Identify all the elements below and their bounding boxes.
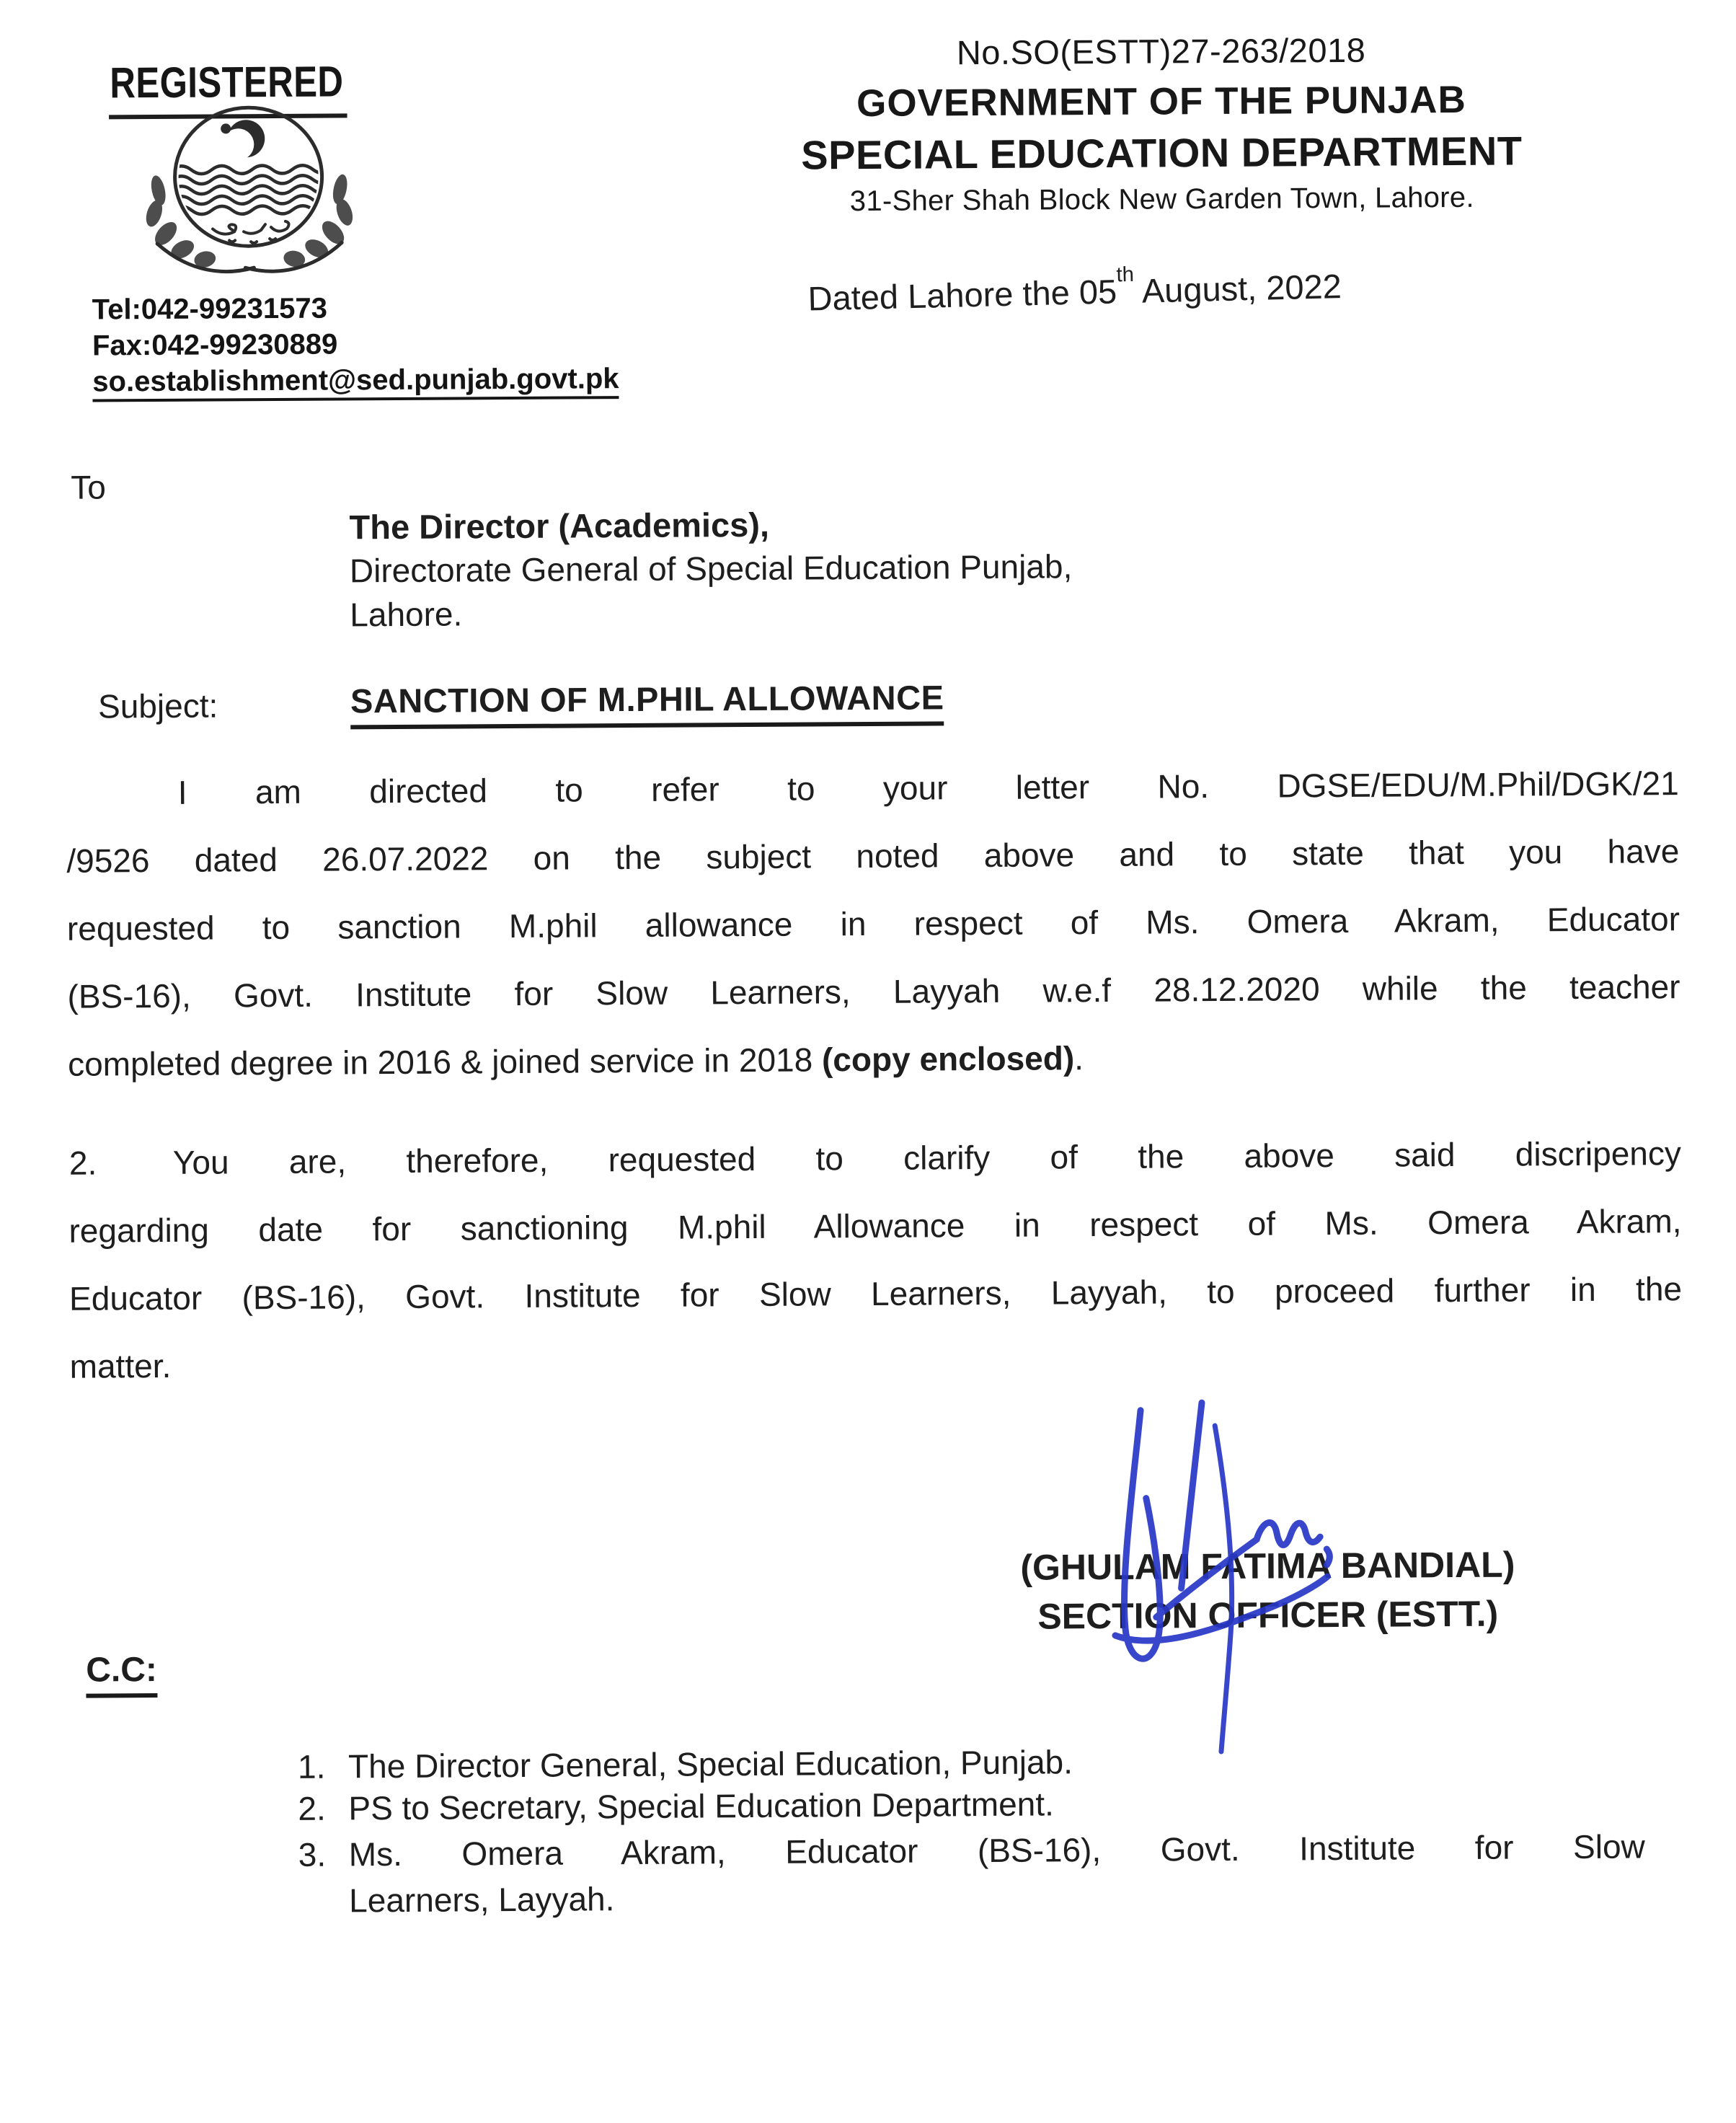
- para1-line3: requested to sanction M.phil allowance in respect of Ms. Omera Akram, Educator: [66, 900, 1680, 948]
- addressee-block: [349, 500, 1072, 637]
- cc-item2-text: PS to Secretary, Special Education Department.: [348, 1785, 1054, 1827]
- subject-title: SANCTION OF M.PHIL ALLOWANCE: [350, 677, 944, 729]
- date-ordinal-superscript: th: [1116, 263, 1135, 287]
- cc-item3-number: 3.: [298, 1835, 327, 1873]
- cc-item2-number: 2.: [298, 1789, 326, 1827]
- subject-label: Subject:: [97, 687, 218, 725]
- signatory-name: (GHULAM FATIMA BANDIAL): [1020, 1544, 1515, 1588]
- office-address: 31-Sher Shah Block New Garden Town, Lahore.: [849, 181, 1474, 218]
- copy-enclosed-bold: (copy enclosed): [821, 1039, 1075, 1079]
- para1-line1: I am directed to refer to your letter No. DGSE/EDU/M.Phil/DGK/21: [177, 764, 1679, 811]
- reference-number: No.SO(ESTT)27-263/2018: [956, 30, 1366, 72]
- email-address: so.establishment@sed.punjab.govt.pk: [92, 361, 619, 400]
- para2-line3: Educator (BS-16), Govt. Institute for Slow Learners, Layyah, to proceed further in the: [68, 1270, 1683, 1318]
- signatory-title: SECTION OFFICER (ESTT.): [1037, 1593, 1499, 1637]
- date-text-suffix: August, 2022: [1133, 267, 1342, 310]
- cc-item3-text-line1: Ms. Omera Akram, Educator (BS-16), Govt. Institute for Slow: [348, 1827, 1645, 1873]
- to-label: To: [71, 468, 106, 506]
- para1-line5: completed degree in 2016 & joined service in 2018 (copy enclosed).: [67, 1039, 1084, 1083]
- government-name: GOVERNMENT OF THE PUNJAB: [856, 78, 1466, 125]
- cc-label: C.C:: [86, 1650, 157, 1698]
- letterhead: [728, 29, 1595, 219]
- cc-item1-text: The Director General, Special Education, Punjab.: [347, 1743, 1073, 1786]
- addressee-name: The Director (Academics),: [349, 505, 770, 547]
- cc-item3-text-line2: Learners, Layyah.: [349, 1880, 615, 1920]
- para2-line4: matter.: [69, 1346, 172, 1385]
- punjab-crest-icon: [136, 104, 362, 275]
- para1-line2: /9526 dated 26.07.2022 on the subject noted above and to state that you have: [66, 832, 1680, 880]
- cc-item1-number: 1.: [297, 1747, 326, 1786]
- para2-line1: You are, therefore, requested to clarify of the above said discripency: [172, 1134, 1682, 1181]
- date-text: Dated Lahore the 05: [807, 272, 1117, 318]
- department-name: SPECIAL EDUCATION DEPARTMENT: [801, 128, 1523, 178]
- contact-block: [92, 288, 619, 400]
- telephone-number: Tel:042-99231573: [92, 292, 328, 326]
- para2-number: 2.: [68, 1144, 97, 1182]
- fax-number: Fax:042-99230889: [92, 328, 338, 362]
- addressee-city: Lahore.: [350, 595, 463, 634]
- registered-stamp: REGISTERED: [109, 56, 347, 119]
- addressee-office: Directorate General of Special Education Punjab,: [349, 547, 1073, 590]
- date-line: [807, 263, 1342, 318]
- para1-line4: (BS-16), Govt. Institute for Slow Learners, Layyah w.e.f 28.12.2020 while the teacher: [67, 968, 1680, 1015]
- para2-line2: regarding date for sanctioning M.phil Allowance in respect of Ms. Omera Akram,: [68, 1202, 1682, 1250]
